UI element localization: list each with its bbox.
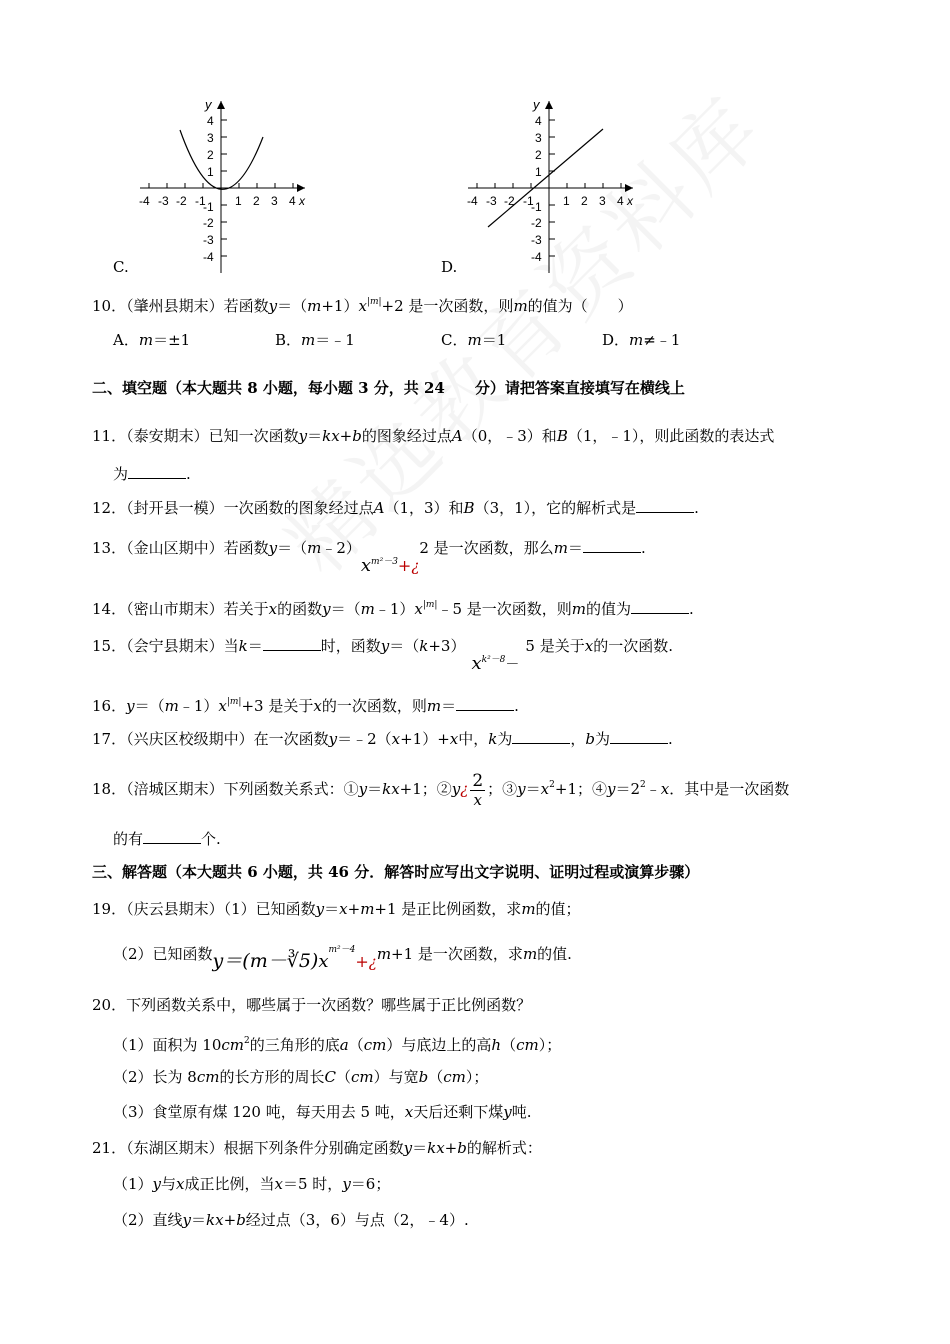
y-tick: 1 bbox=[207, 165, 214, 179]
y-tick: 3 bbox=[207, 131, 214, 145]
answer-blank[interactable] bbox=[583, 538, 641, 553]
y-tick: -4 bbox=[531, 250, 542, 264]
question-18-line-2: 的有 个. bbox=[113, 830, 221, 848]
option-c-label: C. bbox=[113, 258, 129, 276]
question-19: 19．（庆云县期末）（1）已知函数y＝x+m+1 是正比例函数，求m的值； bbox=[92, 900, 581, 918]
y-tick: -3 bbox=[203, 233, 214, 247]
question-20-item-2: （2）长为 8cm的长方形的周长C（cm）与宽b（cm）； bbox=[113, 1068, 489, 1086]
question-20: 20．下列函数关系中，哪些属于一次函数？哪些属于正比例函数？ bbox=[92, 996, 532, 1014]
y-tick: 4 bbox=[535, 114, 542, 128]
question-11: 11．（泰安期末）已知一次函数y＝kx+b的图象经过点A（0，﹣3）和B（1，﹣1），则此函数的表达式 bbox=[92, 427, 775, 445]
x-tick: 2 bbox=[581, 194, 588, 208]
x-tick: 3 bbox=[271, 194, 278, 208]
y-tick: -2 bbox=[531, 216, 542, 230]
question-10: 10．（肇州县期末）若函数$y=(m+1)x^{|m|}+2$ 是一次函数，则m的值为（ ） bbox=[92, 297, 633, 315]
answer-blank[interactable] bbox=[610, 729, 668, 744]
x-tick: 3 bbox=[599, 194, 606, 208]
y-tick: -3 bbox=[531, 233, 542, 247]
question-17: 17．（兴庆区校级期中）在一次函数y＝﹣2（x+1）+x中，k为 ，b为 . bbox=[92, 730, 673, 748]
x-tick: 1 bbox=[563, 194, 570, 208]
question-12: 12．（封开县一模）一次函数的图象经过点A（1，3）和B（3，1），它的解析式是 . bbox=[92, 499, 699, 517]
answer-blank[interactable] bbox=[128, 464, 186, 479]
y-tick: -2 bbox=[203, 216, 214, 230]
q10-option-a: A．m＝±1 bbox=[113, 331, 191, 349]
answer-blank[interactable] bbox=[456, 696, 514, 711]
question-18: 18．（涪城区期末）下列函数关系式：①y＝kx+1；②y¿ $\frac{2}{x}$ ；$③y=x^2+1$；$④y=2^2﹣x$．其中是一次函数 bbox=[92, 770, 790, 809]
question-13: 13．（金山区期中）若函数$y=(m﹣2)x^{m^2-3}+¿2$ 是一次函数，那么m＝ . bbox=[92, 539, 646, 576]
answer-blank[interactable] bbox=[512, 729, 570, 744]
x-tick: -1 bbox=[195, 194, 206, 208]
graph-d-line bbox=[463, 95, 638, 275]
y-tick: 2 bbox=[535, 148, 542, 162]
answer-blank[interactable] bbox=[631, 599, 689, 614]
y-tick: -1 bbox=[203, 200, 214, 214]
question-20-item-3: （3）食堂原有煤 120 吨，每天用去 5 吨，x天后还剩下煤y吨. bbox=[113, 1103, 532, 1121]
x-tick: -4 bbox=[139, 194, 150, 208]
y-tick: 1 bbox=[535, 165, 542, 179]
question-14: 14．（密山市期末）若关于x的函数$y=(m﹣1)x^{|m|}﹣5$ 是一次函数，则m的值为 . bbox=[92, 600, 694, 618]
answer-blank[interactable] bbox=[636, 498, 694, 513]
y-tick: -4 bbox=[203, 250, 214, 264]
x-tick: -3 bbox=[158, 194, 169, 208]
x-axis-label: x bbox=[627, 194, 633, 208]
y-axis-label: y bbox=[533, 97, 540, 112]
answer-blank[interactable] bbox=[143, 829, 201, 844]
x-tick: -3 bbox=[486, 194, 497, 208]
q10-option-b: B．m＝﹣1 bbox=[275, 331, 355, 349]
option-d-label: D. bbox=[441, 258, 458, 276]
x-tick: 1 bbox=[235, 194, 242, 208]
question-20-item-1: （1）面积为 $10cm^2$的三角形的底a（cm）与底边上的高h（cm）； bbox=[113, 1036, 562, 1054]
x-axis-label: x bbox=[299, 194, 305, 208]
x-tick: -4 bbox=[467, 194, 478, 208]
y-tick: 2 bbox=[207, 148, 214, 162]
question-19-part-2: （2）已知函数$y=(m-∛5)x^{m^2-4}+¿m+1$ 是一次函数，求m的值. bbox=[113, 945, 572, 972]
x-tick: 2 bbox=[253, 194, 260, 208]
question-15: 15．（会宁县期末）当k＝ 时，函数$y=(k+3)x^{k^2-8}-5$ 是关于x的一次函数. bbox=[92, 637, 673, 674]
x-tick: 4 bbox=[289, 194, 296, 208]
y-tick: 3 bbox=[535, 131, 542, 145]
question-16: 16．$y=(m﹣1)x^{|m|}+3$ 是关于x的一次函数，则m＝ . bbox=[92, 697, 519, 715]
x-tick: -2 bbox=[504, 194, 515, 208]
section-3-heading: 三、解答题（本大题共 6 小题，共 46 分．解答时应写出文字说明、证明过程或演算步骤） bbox=[92, 863, 700, 881]
question-21: 21．（东湖区期末）根据下列条件分别确定函数y＝kx+b的解析式： bbox=[92, 1139, 542, 1157]
y-tick: 4 bbox=[207, 114, 214, 128]
x-tick: -1 bbox=[523, 194, 534, 208]
question-21-item-2: （2）直线y＝kx+b经过点（3，6）与点（2，﹣4）. bbox=[113, 1211, 469, 1229]
question-21-item-1: （1）y与x成正比例，当x＝5 时，y＝6； bbox=[113, 1175, 391, 1193]
q10-option-c: C．m＝1 bbox=[441, 331, 507, 349]
y-tick: -1 bbox=[531, 200, 542, 214]
graph-c-parabola bbox=[135, 95, 310, 275]
question-11-line-2: 为 . bbox=[113, 465, 191, 483]
x-tick: -2 bbox=[176, 194, 187, 208]
y-axis-label: y bbox=[205, 97, 212, 112]
x-tick: 4 bbox=[617, 194, 624, 208]
answer-blank[interactable] bbox=[263, 636, 321, 651]
q10-option-d: D．m≠﹣1 bbox=[602, 331, 681, 349]
section-2-heading: 二、填空题（本大题共 8 小题，每小题 3 分，共 24 分）请把答案直接填写在横线上 bbox=[92, 379, 685, 397]
